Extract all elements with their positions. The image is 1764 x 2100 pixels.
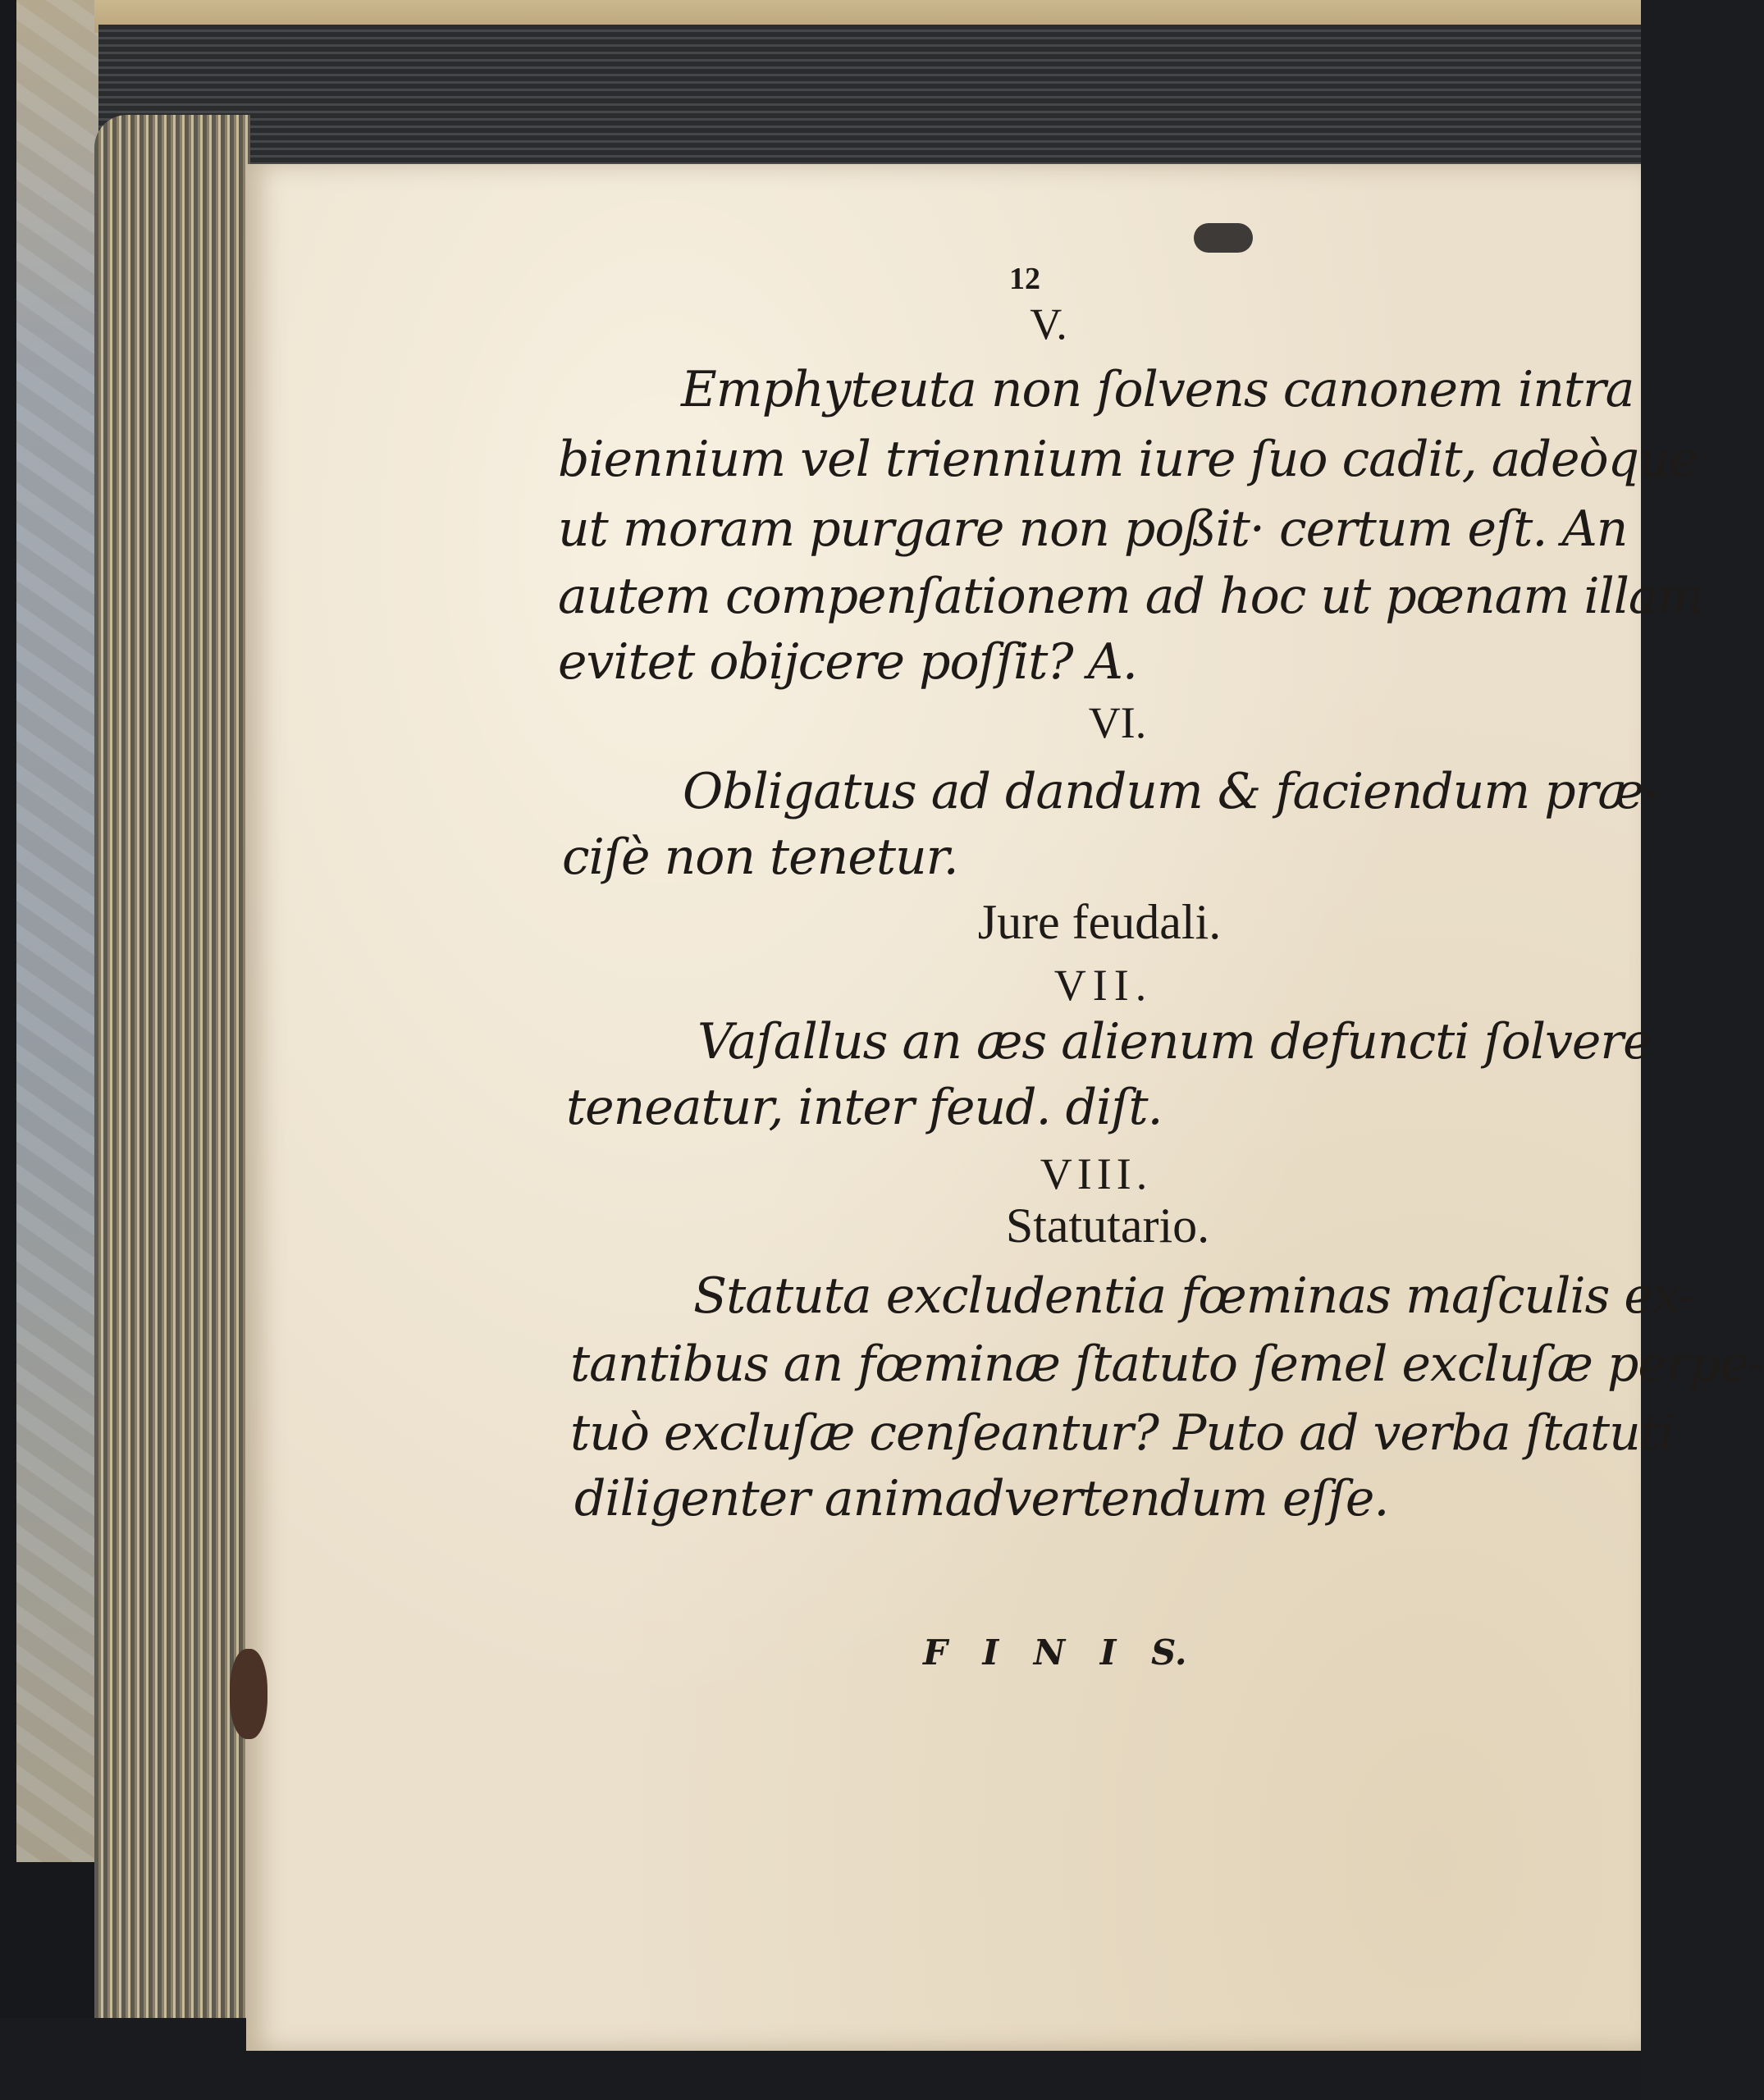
section-numeral-vii: VII. <box>1053 961 1154 1010</box>
section-v-line-1: Emphyteuta non ſolvens canonem intra <box>681 361 1634 418</box>
section-v-line-3: ut moram purgare non poßit· certum eſt. An <box>558 500 1628 558</box>
section-vi-line-2: ciſè non tenetur. <box>562 829 958 886</box>
section-numeral-viii: VIII. <box>1040 1149 1153 1198</box>
section-viii-line-1: Statuta excludentia fœminas maſculis ex- <box>693 1267 1694 1325</box>
section-v-line-5: evitet obijcere poſſit? A. <box>558 633 1137 691</box>
section-numeral-v: V. <box>1030 299 1067 349</box>
page-edges-top <box>98 25 1641 168</box>
section-viii-line-4: diligenter animadvertendum eſſe. <box>574 1470 1389 1527</box>
ink-stain <box>1194 223 1253 253</box>
section-viii-line-3: tuò excluſæ cenſeantur? Puto ad verba ſtatuti <box>570 1404 1675 1462</box>
section-vi-line-1: Obligatus ad dandum & faciendum præ- <box>683 763 1660 820</box>
section-heading-statutario: Statutario. <box>1005 1198 1210 1253</box>
page-stack-left <box>94 115 250 2084</box>
section-vii-line-1: Vaſallus an æs alienum defuncti ſolvere <box>697 1013 1652 1071</box>
section-heading-jure-feudali: Jure feudali. <box>977 895 1222 949</box>
section-viii-line-2: tantibus an fœminæ ſtatuto ſemel excluſæ perpe- <box>570 1335 1764 1393</box>
binding-blot <box>230 1649 267 1739</box>
page-number: 12 <box>1009 262 1040 296</box>
section-numeral-vi: VI. <box>1088 698 1147 747</box>
section-v-line-4: autem compenſationem ad hoc ut pœnam illam <box>558 568 1703 625</box>
finis-colophon: F I N I S. <box>923 1632 1187 1673</box>
section-vii-line-2: teneatur, inter feud. diſt. <box>566 1079 1163 1136</box>
section-v-line-2: biennium vel triennium iure ſuo cadit, adeòque <box>558 431 1698 488</box>
